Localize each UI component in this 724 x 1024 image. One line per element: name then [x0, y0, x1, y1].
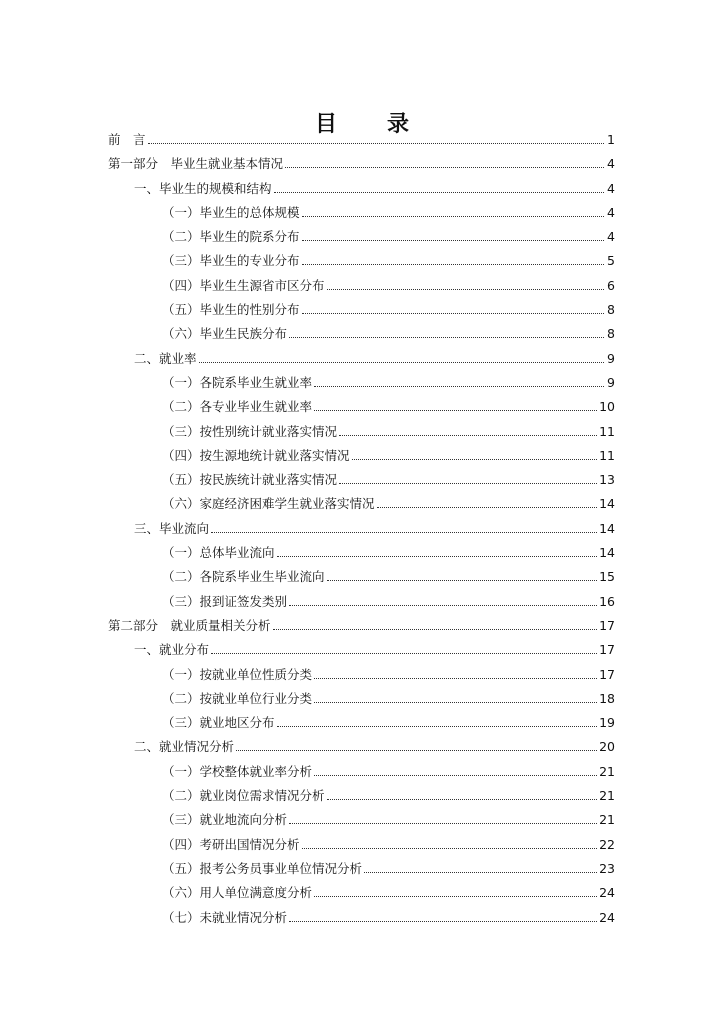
- toc-entry-page-number: 8: [607, 302, 615, 318]
- toc-entry-page-number: 14: [599, 496, 615, 512]
- toc-entry[interactable]: [108, 177, 615, 201]
- toc-entry-label: （二）各专业毕业生就业率: [162, 399, 313, 415]
- dot-leader: [277, 541, 598, 557]
- toc-entry-page-number: 21: [599, 788, 615, 804]
- toc-entry-page-number: 11: [599, 423, 615, 439]
- toc-entry[interactable]: [108, 663, 615, 687]
- toc-entry-page-number: 24: [599, 885, 615, 901]
- toc-entry-page-number: 17: [599, 617, 615, 633]
- dot-leader: [274, 177, 604, 193]
- toc-entry-label: （四）毕业生生源省市区分布: [162, 277, 325, 293]
- toc-entry-page-number: 14: [599, 520, 615, 536]
- dot-leader: [339, 468, 597, 484]
- dot-leader: [289, 590, 597, 606]
- toc-entry[interactable]: [108, 638, 615, 662]
- toc-entry-page-number: 1: [607, 132, 615, 147]
- dot-leader: [302, 833, 598, 849]
- dot-leader: [285, 152, 604, 168]
- dot-leader: [302, 298, 604, 314]
- toc-entry-label: （一）毕业生的总体规模: [162, 204, 300, 220]
- table-of-contents: [108, 128, 615, 930]
- toc-entry-label: （三）按性别统计就业落实情况: [162, 423, 338, 439]
- toc-entry[interactable]: [108, 420, 615, 444]
- toc-entry-label: 一、就业分布: [134, 642, 210, 658]
- dot-leader: [289, 906, 597, 922]
- toc-entry[interactable]: [108, 735, 615, 759]
- dot-leader: [211, 517, 597, 533]
- toc-entry-label: （二）按就业单位行业分类: [162, 690, 313, 706]
- toc-entry-page-number: 21: [599, 812, 615, 828]
- toc-entry[interactable]: [108, 808, 615, 832]
- dot-leader: [377, 492, 598, 508]
- dot-leader: [277, 711, 598, 727]
- toc-entry[interactable]: [108, 444, 615, 468]
- toc-entry-label: （一）学校整体就业率分析: [162, 763, 313, 779]
- toc-entry-page-number: 14: [599, 545, 615, 561]
- toc-entry[interactable]: [108, 906, 615, 930]
- toc-entry-label: 第一部分 毕业生就业基本情况: [108, 156, 284, 172]
- dot-leader: [199, 347, 604, 363]
- page-title: 目 录: [314, 111, 423, 137]
- toc-entry[interactable]: [108, 322, 615, 346]
- toc-entry-page-number: 4: [607, 204, 615, 220]
- dot-leader: [302, 225, 604, 241]
- toc-entry-label: （七）未就业情况分析: [162, 909, 288, 925]
- toc-entry-page-number: 18: [599, 690, 615, 706]
- toc-entry-label: （五）毕业生的性别分布: [162, 302, 300, 318]
- dot-leader: [273, 614, 598, 630]
- dot-leader: [314, 881, 597, 897]
- toc-entry-label: （五）按民族统计就业落实情况: [162, 472, 338, 488]
- toc-entry-label: （六）毕业生民族分布: [162, 326, 288, 342]
- dot-leader: [211, 638, 597, 654]
- toc-entry-page-number: 15: [599, 569, 615, 585]
- toc-entry[interactable]: [108, 590, 615, 614]
- toc-entry-page-number: 11: [599, 447, 615, 463]
- toc-entry-page-number: 13: [599, 472, 615, 488]
- toc-entry-label: （三）报到证签发类别: [162, 593, 288, 609]
- toc-entry[interactable]: [108, 492, 615, 516]
- dot-leader: [148, 128, 604, 144]
- dot-leader: [302, 249, 604, 265]
- toc-entry-label: （三）就业地流向分析: [162, 812, 288, 828]
- dot-leader: [314, 395, 597, 411]
- toc-entry[interactable]: [108, 128, 615, 152]
- toc-entry[interactable]: [108, 760, 615, 784]
- toc-entry[interactable]: [108, 468, 615, 492]
- dot-leader: [314, 760, 597, 776]
- toc-entry-label: （二）就业岗位需求情况分析: [162, 788, 325, 804]
- toc-entry-label: 二、就业情况分析: [134, 739, 235, 755]
- toc-entry[interactable]: [108, 152, 615, 176]
- toc-entry-page-number: 16: [599, 593, 615, 609]
- toc-entry-page-number: 19: [599, 715, 615, 731]
- toc-entry[interactable]: [108, 711, 615, 735]
- toc-entry-label: （四）按生源地统计就业落实情况: [162, 447, 350, 463]
- toc-entry-label: 一、毕业生的规模和结构: [134, 180, 272, 196]
- dot-leader: [339, 420, 597, 436]
- toc-entry-label: （一）总体毕业流向: [162, 545, 275, 561]
- toc-entry-page-number: 24: [599, 909, 615, 925]
- toc-entry-page-number: 23: [599, 860, 615, 876]
- toc-entry[interactable]: [108, 274, 615, 298]
- toc-entry-label: 前 言: [108, 132, 146, 147]
- toc-entry-page-number: 9: [607, 350, 615, 366]
- toc-entry-page-number: 8: [607, 326, 615, 342]
- toc-entry-label: （三）毕业生的专业分布: [162, 253, 300, 269]
- toc-entry[interactable]: [108, 784, 615, 808]
- toc-entry[interactable]: [108, 833, 615, 857]
- toc-entry[interactable]: [108, 687, 615, 711]
- toc-entry-page-number: 22: [599, 836, 615, 852]
- toc-entry-page-number: 4: [607, 156, 615, 172]
- toc-entry-label: （二）毕业生的院系分布: [162, 229, 300, 245]
- toc-entry-page-number: 6: [607, 277, 615, 293]
- toc-entry[interactable]: [108, 517, 615, 541]
- dot-leader: [236, 735, 597, 751]
- toc-entry[interactable]: [108, 371, 615, 395]
- toc-entry-label: （五）报考公务员事业单位情况分析: [162, 860, 363, 876]
- toc-entry-label: （一）各院系毕业生就业率: [162, 374, 313, 390]
- dot-leader: [314, 371, 604, 387]
- dot-leader: [302, 201, 604, 217]
- toc-entry-label: 三、毕业流向: [134, 520, 210, 536]
- toc-entry[interactable]: [108, 881, 615, 905]
- dot-leader: [352, 444, 598, 460]
- dot-leader: [314, 687, 597, 703]
- toc-entry-label: 二、就业率: [134, 350, 197, 366]
- toc-entry-page-number: 17: [599, 642, 615, 658]
- dot-leader: [289, 808, 597, 824]
- toc-entry[interactable]: [108, 857, 615, 881]
- toc-entry-page-number: 17: [599, 666, 615, 682]
- dot-leader: [364, 857, 597, 873]
- toc-entry-label: （三）就业地区分布: [162, 715, 275, 731]
- toc-entry-label: 第二部分 就业质量相关分析: [108, 617, 271, 633]
- toc-entry-page-number: 9: [607, 374, 615, 390]
- dot-leader: [327, 274, 604, 290]
- toc-entry[interactable]: [108, 201, 615, 225]
- toc-entry-label: （六）家庭经济困难学生就业落实情况: [162, 496, 375, 512]
- toc-entry-label: （一）按就业单位性质分类: [162, 666, 313, 682]
- toc-entry-page-number: 10: [599, 399, 615, 415]
- toc-entry[interactable]: [108, 249, 615, 273]
- toc-entry-page-number: 4: [607, 180, 615, 196]
- toc-entry-page-number: 4: [607, 229, 615, 245]
- toc-entry-label: （六）用人单位满意度分析: [162, 885, 313, 901]
- toc-entry[interactable]: [108, 614, 615, 638]
- toc-entry[interactable]: [108, 565, 615, 589]
- toc-entry-page-number: 20: [599, 739, 615, 755]
- toc-entry-page-number: 21: [599, 763, 615, 779]
- toc-entry-label: （二）各院系毕业生毕业流向: [162, 569, 325, 585]
- dot-leader: [314, 663, 597, 679]
- dot-leader: [327, 565, 598, 581]
- toc-entry[interactable]: [108, 395, 615, 419]
- toc-entry-label: （四）考研出国情况分析: [162, 836, 300, 852]
- dot-leader: [289, 322, 604, 338]
- toc-entry[interactable]: [108, 225, 615, 249]
- dot-leader: [327, 784, 598, 800]
- toc-entry[interactable]: [108, 298, 615, 322]
- toc-entry[interactable]: [108, 541, 615, 565]
- toc-entry[interactable]: [108, 347, 615, 371]
- toc-entry-page-number: 5: [607, 253, 615, 269]
